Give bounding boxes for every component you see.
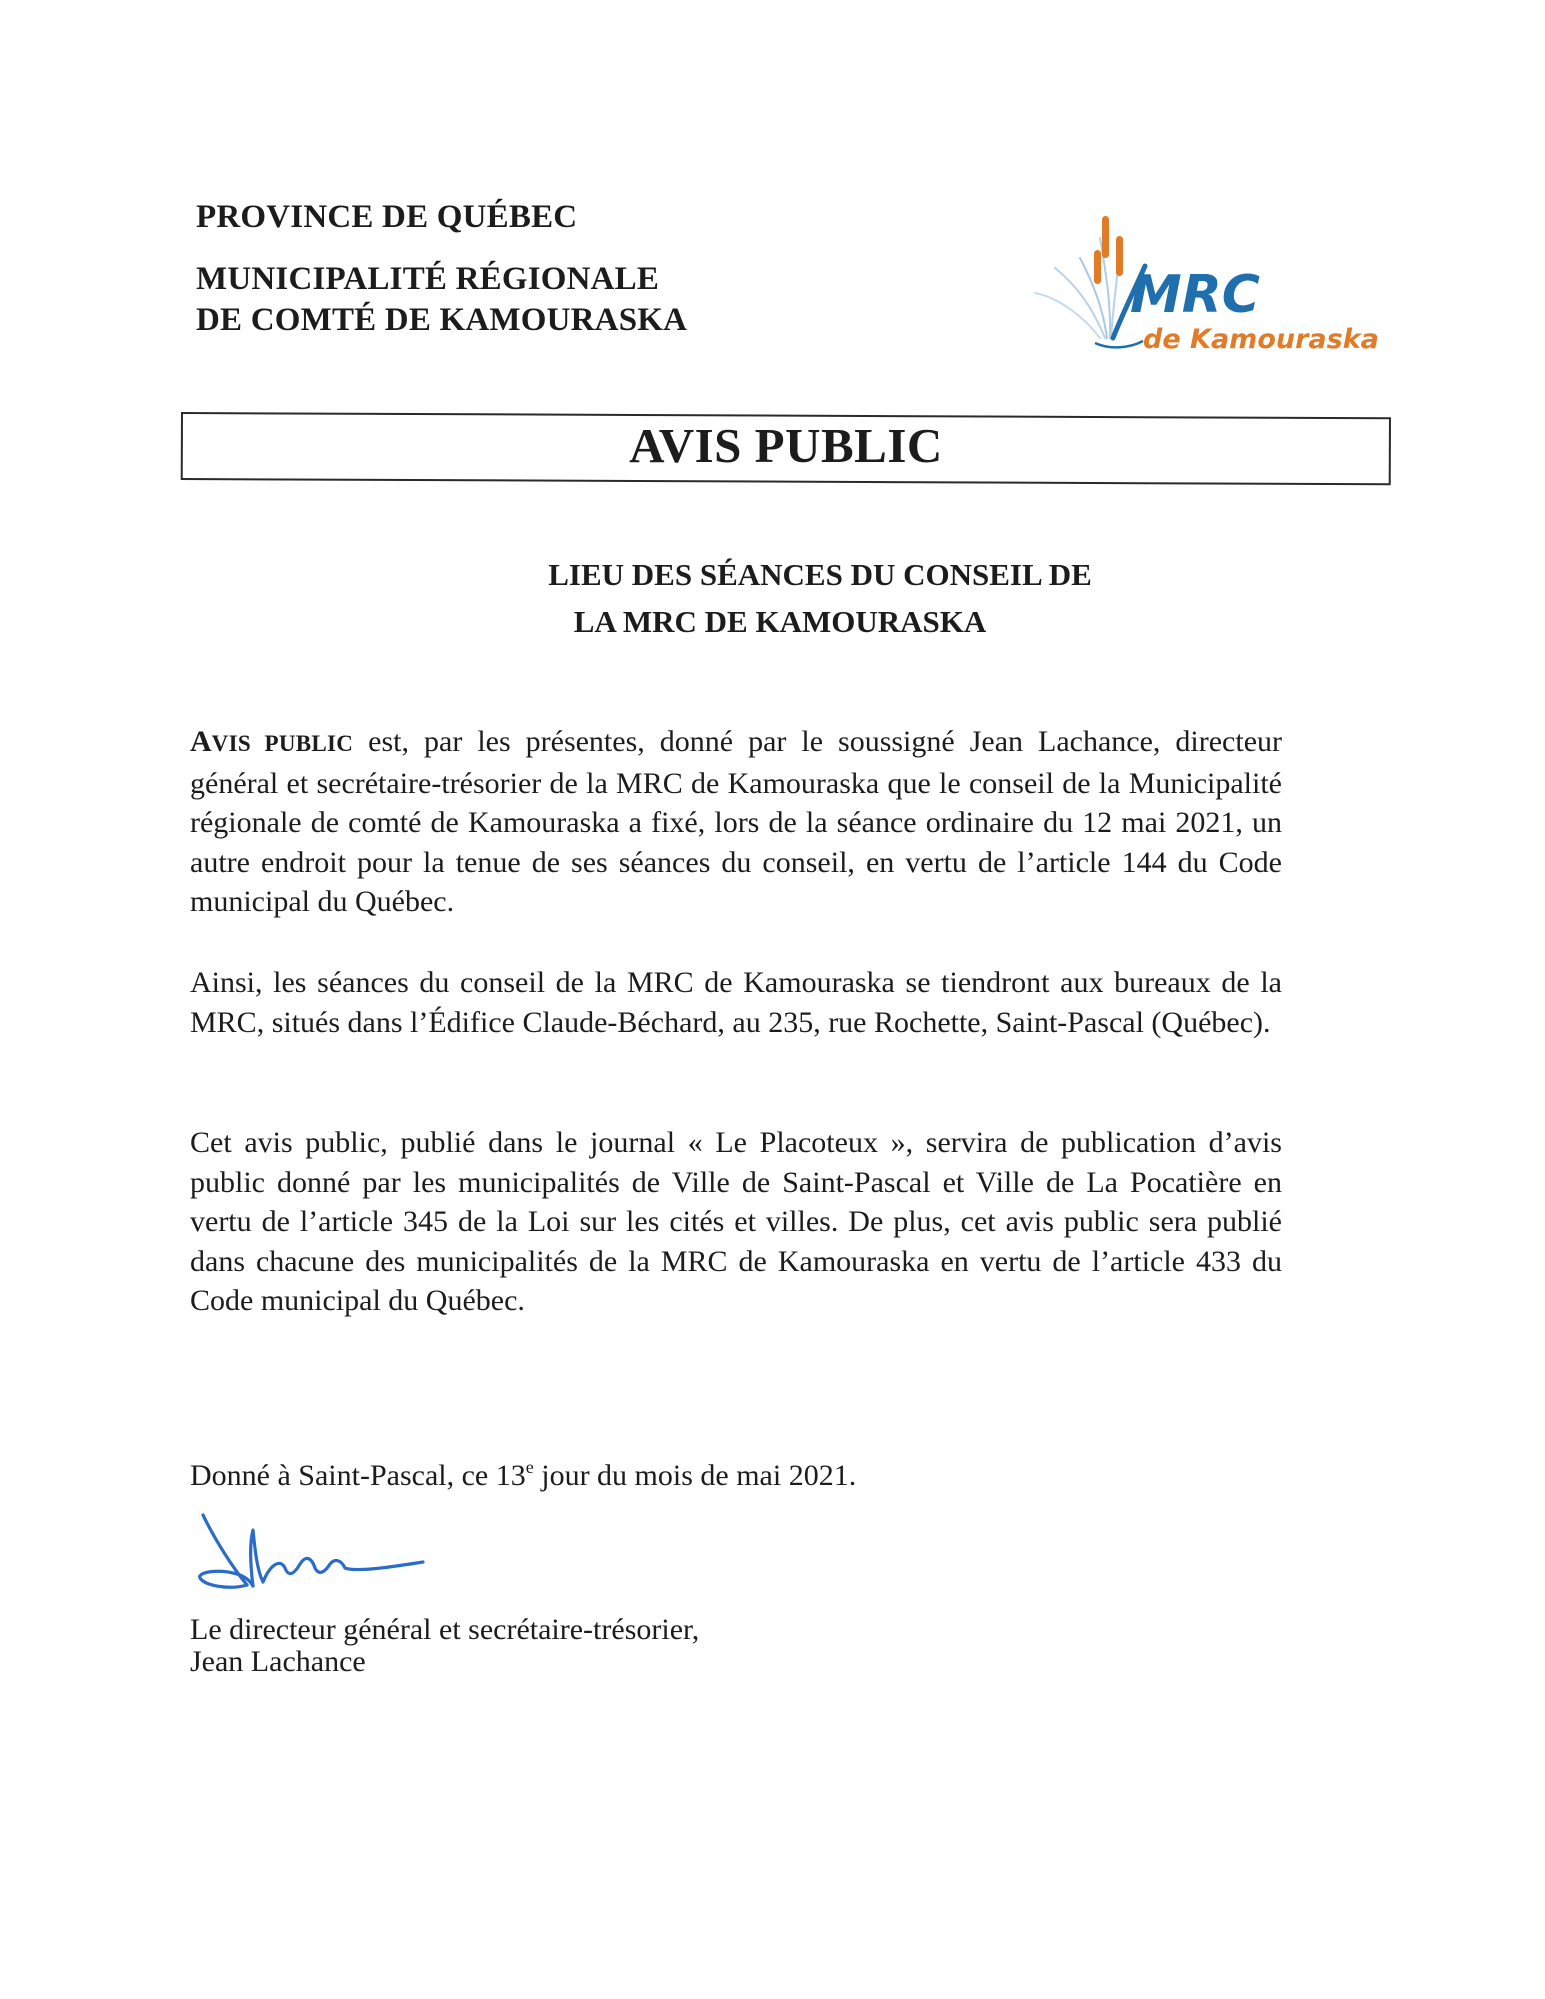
given-superscript: e [525, 1457, 534, 1477]
given-date-line [190, 1447, 856, 1496]
given-after: jour du mois de mai 2021. [533, 1459, 857, 1492]
header-province: PROVINCE DE QUÉBEC [196, 199, 578, 235]
header-municipality-line1: MUNICIPALITÉ RÉGIONALE [196, 261, 660, 297]
given-before: Donné à Saint-Pascal, ce 13 [190, 1459, 526, 1492]
subtitle-line2: LA MRC DE KAMOURASKA [573, 604, 987, 639]
paragraph-1-text: est, par les présentes, donné par le soussigné Jean Lachance, directeur général et secrétaire-trésorier de la MRC de Kamouraska que le conseil de la Municipalité régionale de comté de Kamouraska a fixé, lors de la séance ordinaire du 12 mai 2021, un autre endroit pour la tenue de ses séances du conseil, en vertu de l’article 144 du Code municipal du Québec. [190, 725, 1283, 919]
paragraph-3: Cet avis public, publié dans le journal « Le Placoteux », servira de publication d’avis public donné par les municipalités de Ville de Saint-Pascal et Ville de La Pocatière en vertu de l’article 345 de la Loi sur les cités et villes. De plus, cet avis public sera publié dans chacune des municipalités de la MRC de Kamouraska en vertu de l’article 433 du Code municipal du Québec. [190, 1126, 1282, 1318]
logo-text-main: MRC [1130, 265, 1260, 325]
page-title: AVIS PUBLIC [629, 418, 943, 473]
lead-cap: A [190, 725, 212, 758]
reeds-icon [1035, 238, 1145, 338]
signatory-title: Le directeur général et secrétaire-trésorier, [190, 1613, 700, 1646]
mrc-kamouraska-logo [1025, 198, 1379, 358]
subtitle-line1: LIEU DES SÉANCES DU CONSEIL DE [548, 557, 1092, 592]
paragraph-2: Ainsi, les séances du conseil de la MRC de Kamouraska se tiendront aux bureaux de la MRC, situés dans l’Édifice Claude-Béchard, au 235, rue Rochette, Saint-Pascal (Québec). [190, 966, 1282, 1039]
logo-text-sub: de Kamouraska [1143, 324, 1379, 355]
water-ripple-icon [1095, 341, 1143, 347]
paragraph-1 [190, 722, 1282, 922]
cattail-icon [1094, 216, 1123, 284]
lead-small-caps: VIS PUBLIC [211, 731, 354, 756]
header-municipality-line2: DE COMTÉ DE KAMOURASKA [196, 302, 688, 338]
signature [185, 1490, 445, 1600]
signatory-name: Jean Lachance [190, 1645, 366, 1678]
